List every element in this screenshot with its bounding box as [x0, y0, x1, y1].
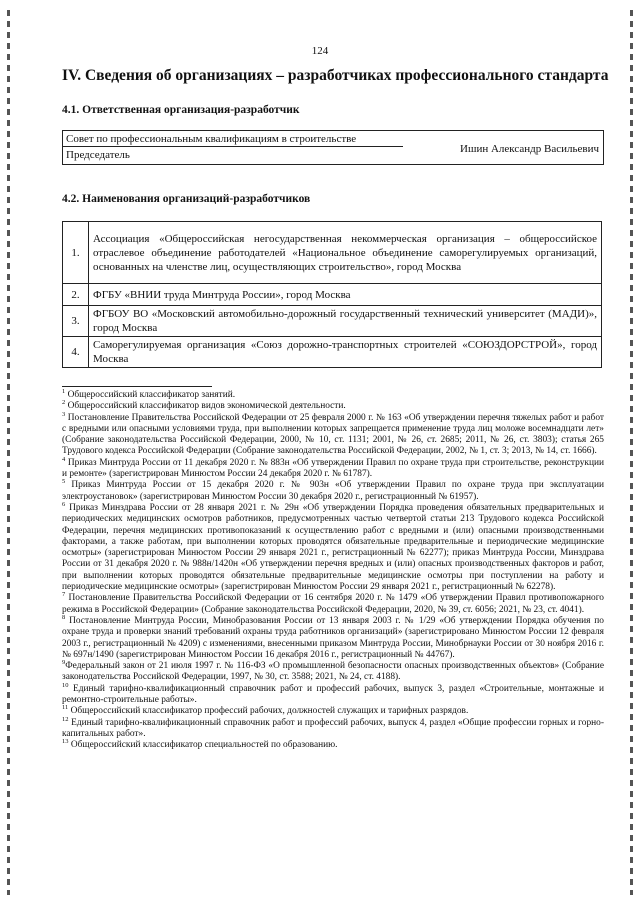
org-name: ФГБУ «ВНИИ труда Минтруда России», город Москва — [89, 284, 602, 306]
table-row — [63, 222, 602, 284]
responsible-org-name: Совет по профессиональным квалификациям в строительстве — [66, 133, 357, 145]
scan-border-left — [7, 10, 10, 895]
footnote: $^3$ Постановление Правительства Российской Федерации от 25 февраля 2000 г. № 163 «Об утверждении перечня тяжелых работ и работ с вредными или опасными условиями труда, при выполнении которых запрещается применение труда лиц моложе восемнадцати лет» (Собрание законодательства Российской Федерации, 2000, № 10, ст. 1131; 2001, № 26, ст. 2685; 2011, № 26, ст. 3803); статья 265 Трудового кодекса Российской Федерации (Собрание законодательства Российской Федерации, 2002, № 1, ст. 3; 2013, № 14, ст. 1666). — [62, 410, 604, 457]
responsible-divider — [63, 146, 403, 147]
table-row — [63, 284, 602, 306]
footnote: $^6$ Приказ Минздрава России от 28 января 2021 г. № 29н «Об утверждении Порядка проведения обязательных предварительных и периодических медицинских осмотров работников, предусмотренных частью четвертой статьи 213 Трудового кодекса Российской Федерации, перечня медицинских противопоказаний к осуществлению работ с вредными и (или) опасными производственными факторами, а также работам, при выполнении которых проводятся обязательные предварительные и периодические медицинские осмотры» (зарегистрирован Минюстом России 29 января 2021 г., регистрационный № 62277); приказ Минтруда России, Минздрава России от 31 декабря 2020 г. № 988н/1420н «Об утверждении перечня вредных и (или) опасных производственных факторов и работ, при выполнении которых проводятся обязательные предварительные медицинские осмотры при поступлении на работу и периодические медицинские осмотры» (зарегистрирован Минюстом России 29 января 2021 г., регистрационный № 62278). — [62, 500, 604, 593]
responsible-role: Председатель — [66, 149, 130, 161]
subsection-developers-title: 4.2. Наименования организаций-разработчиков — [62, 193, 311, 205]
footnote: $^9$Федеральный закон от 21 июля 1997 г. № 116-ФЗ «О промышленной безопасности опасных производственных объектов» (Собрание законодательства Российской Федерации, 1997, № 30, ст. 3588; 2021, № 24, ст. 4188). — [62, 659, 604, 683]
footnote: $^7$ Постановление Правительства Российской Федерации от 16 сентября 2020 г. № 1479 «Об утверждении Правил противопожарного режима в Российской Федерации» (Собрание законодательства Российской Федерации, 2020, № 39, ст. 6056; 2021, № 23, ст. 4041). — [62, 591, 604, 615]
table-row — [63, 337, 602, 368]
footnote: $^1$ Общероссийский классификатор занятий. — [62, 387, 236, 400]
responsible-org-box — [62, 130, 604, 165]
table-row — [63, 306, 602, 337]
footnote-separator — [62, 386, 212, 387]
developers-table — [62, 221, 602, 368]
footnote: $^{11}$ Общероссийский классификатор профессий рабочих, должностей служащих и тарифных разрядов. — [62, 704, 469, 717]
page-number: 124 — [311, 45, 329, 57]
row-number: 2. — [63, 284, 89, 306]
footnote: $^{10}$ Единый тарифно-квалификационный справочник работ и профессий рабочих, выпуск 3, раздел «Строительные, монтажные и ремонтно-строительные работы». — [62, 681, 604, 706]
org-name: Ассоциация «Общероссийская негосударственная некоммерческая организация – общероссийское отраслевое объединение работодателей «Национальное объединение саморегулируемых организаций, основанных на членстве лиц, осуществляющих строительство», город Москва — [89, 222, 602, 284]
subsection-responsible-title: 4.1. Ответственная организация-разработчик — [62, 104, 300, 116]
row-number: 1. — [63, 222, 89, 284]
row-number: 4. — [63, 337, 89, 368]
org-name: ФГБОУ ВО «Московский автомобильно-дорожный государственный технический университет (МАДИ)», город Москва — [89, 306, 602, 337]
responsible-person: Ишин Александр Васильевич — [460, 143, 599, 155]
footnote: $^2$ Общероссийский классификатор видов экономической деятельности. — [62, 399, 346, 412]
footnote: $^{12}$ Единый тарифно-квалификационный справочник работ и профессий рабочих, выпуск 4, раздел «Общие профессии горных и горно-капитальных работ». — [62, 715, 604, 739]
footnote: $^8$ Постановление Минтруда России, Минобразования России от 13 января 2003 г. № 1/29 «Об утверждении Порядка обучения по охране труда и проверки знаний требований охраны труда работников организаций» (зарегистрировано Минюстом России 12 февраля 2003 г., регистрационный № 4209) с изменениями, внесенными приказом Минтруда России, Минобрнауки России от 30 ноября 2016 г. № 697н/1490 (зарегистрирован Минюстом России 16 декабря 2016 г., регистрационный № 44767). — [62, 613, 604, 660]
section-title: IV. Сведения об организациях – разработчиках профессионального стандарта — [62, 67, 609, 84]
scan-border-right — [630, 10, 633, 895]
footnote: $^{13}$ Общероссийский классификатор специальностей по образованию. — [62, 738, 338, 751]
footnote: $^4$ Приказ Минтруда России от 11 декабря 2020 г. № 883н «Об утверждении Правил по охране труда при строительстве, реконструкции и ремонте» (зарегистрирован Минюстом России 24 декабря 2020 г. № 61787). — [62, 455, 604, 480]
footnotes — [62, 387, 604, 752]
org-name: Саморегулируемая организация «Союз дорожно-транспортных строителей «СОЮЗДОРСТРОЙ», город Москва — [89, 337, 602, 368]
footnote: $^5$ Приказ Минтруда России от 15 декабря 2020 г. № 903н «Об утверждении Правил по охране труда при эксплуатации электроустановок» (зарегистрирован Минюстом России 30 декабря 2020 г., регистрационный № 61957). — [62, 478, 604, 502]
row-number: 3. — [63, 306, 89, 337]
